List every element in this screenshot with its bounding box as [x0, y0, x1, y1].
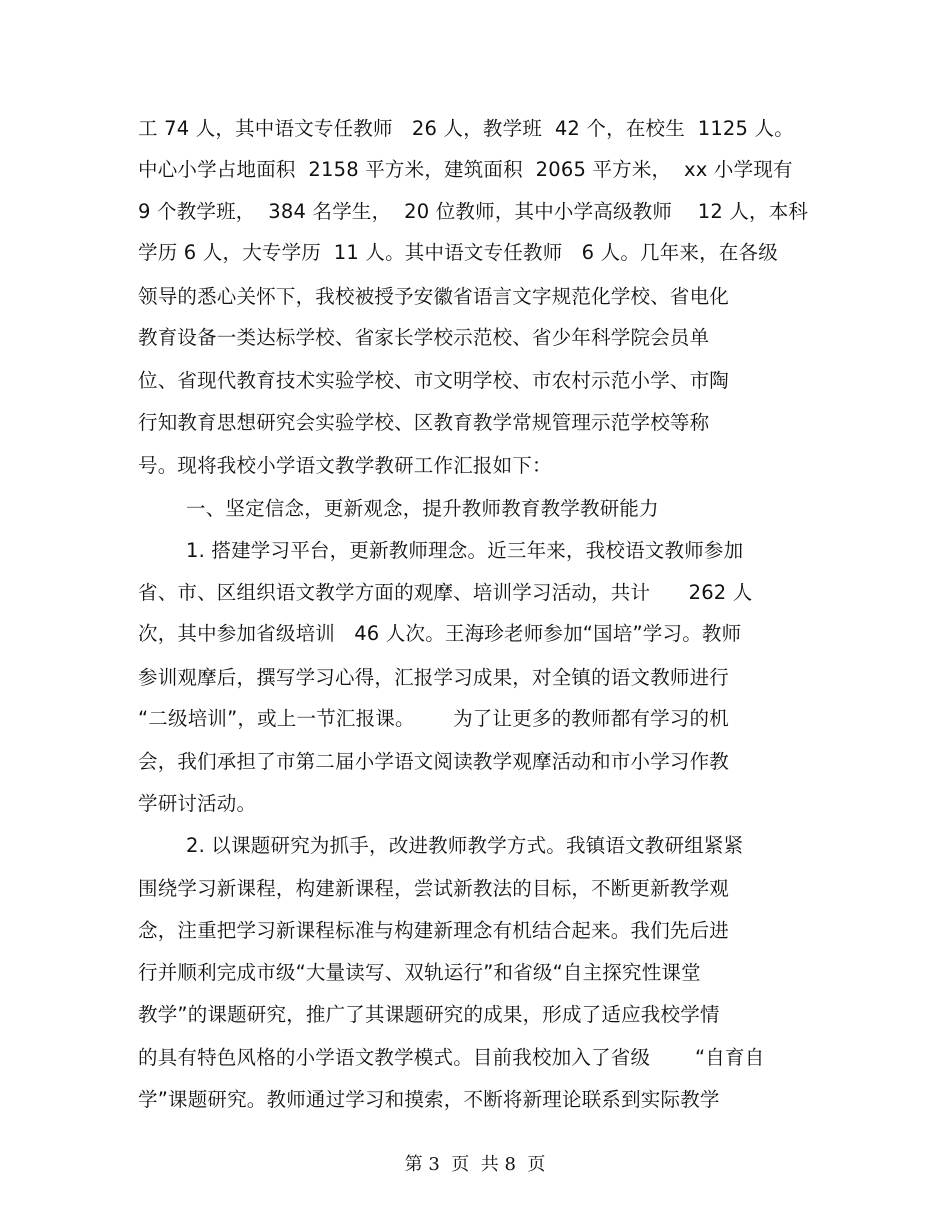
paragraph-start: 1. 搭建学习平台，更新教师理念。近三年来，我校语文教师参加: [186, 539, 744, 562]
text-line: 中心小学占地面积 2158 平方米，建筑面积 2065 平方米， xx 小学现有: [138, 158, 793, 181]
text-line: 9 个教学班， 384 名学生， 20 位教师，其中小学高级教师 12 人，本科: [138, 200, 809, 223]
text-line: 学”课题研究。教师通过学习和摸索，不断将新理论联系到实际教学: [138, 1088, 720, 1111]
text-line: “二级培训”，或上一节汇报课。 为了让更多的教师都有学习的机: [138, 707, 729, 730]
text-line: 的具有特色风格的小学语文教学模式。目前我校加入了省级 “自育自: [138, 1046, 765, 1069]
text-line: 念，注重把学习新课程标准与构建新理念有机结合起来。我们先后进: [138, 919, 730, 942]
text-line: 教学”的课题研究，推广了其课题研究的成果，形成了适应我校学情: [138, 1003, 720, 1026]
text-line: 领导的悉心关怀下，我校被授予安徽省语言文字规范化学校、省电化: [138, 285, 730, 308]
text-line: 位、省现代教育技术实验学校、市文明学校、市农村示范小学、市陶: [138, 369, 730, 392]
text-line: 行知教育思想研究会实验学校、区教育教学常规管理示范学校等称: [138, 411, 710, 434]
text-line: 行并顺利完成市级“大量读写、双轨运行”和省级“自主探究性课堂: [138, 961, 701, 984]
paragraph-start: 2. 以课题研究为抓手，改进教师教学方式。我镇语文教研组紧紧: [186, 834, 744, 857]
text-line: 教育设备一类达标学校、省家长学校示范校、省少年科学院会员单: [138, 326, 710, 349]
text-line: 次，其中参加省级培训 46 人次。王海珍老师参加“国培”学习。教师: [138, 622, 742, 645]
section-heading: 一、坚定信念，更新观念，提升教师教育教学教研能力: [186, 497, 659, 520]
text-line: 号。现将我校小学语文教学教研工作汇报如下：: [138, 454, 552, 477]
text-line: 工 74 人，其中语文专任教师 26 人，教学班 42 个，在校生 1125 人。: [138, 117, 794, 140]
text-line: 省、市、区组织语文教学方面的观摩、培训学习活动，共计 262 人: [138, 581, 753, 604]
text-line: 围绕学习新课程，构建新课程，尝试新教法的目标，不断更新教学观: [138, 877, 730, 900]
page-number-footer: 第 3 页 共 8 页: [404, 1154, 546, 1175]
text-line: 会，我们承担了市第二届小学语文阅读教学观摩活动和市小学习作教: [138, 750, 730, 773]
text-line: 参训观摩后，撰写学习心得，汇报学习成果，对全镇的语文教师进行: [138, 666, 730, 689]
text-line: 学历 6 人，大专学历 11 人。其中语文专任教师 6 人。几年来，在各级: [138, 241, 778, 264]
text-line: 学研讨活动。: [138, 792, 257, 815]
